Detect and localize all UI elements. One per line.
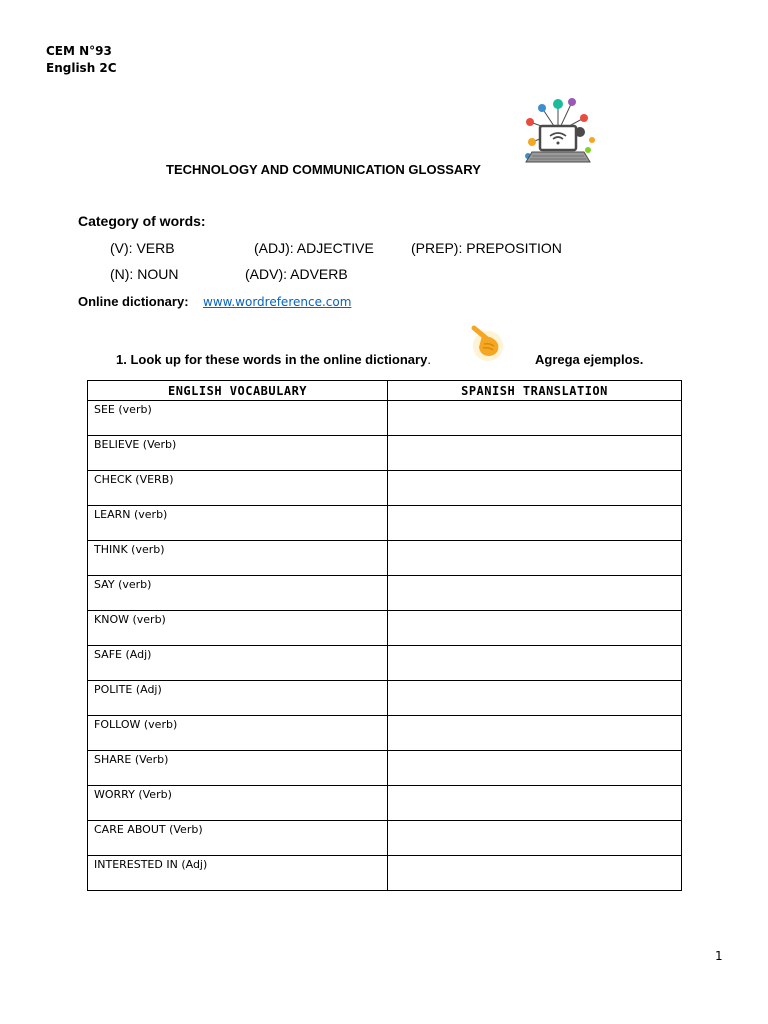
- spanish-translation-cell[interactable]: [388, 611, 682, 646]
- instruction-label: 1. Look up for these words in the online dictionary: [116, 352, 428, 367]
- pointing-hand-icon: [466, 322, 506, 362]
- dictionary-link[interactable]: www.wordreference.com: [203, 295, 352, 309]
- table-row: [88, 506, 682, 541]
- spanish-translation-cell[interactable]: [388, 401, 682, 436]
- instruction-text: [116, 352, 431, 367]
- category-adverb: (ADV): ADVERB: [245, 266, 348, 282]
- spanish-translation-cell[interactable]: [388, 471, 682, 506]
- english-word-cell: KNOW (verb): [88, 611, 388, 646]
- vocabulary-table: [87, 380, 682, 891]
- category-heading: [78, 213, 206, 229]
- examples-note: Agrega ejemplos.: [535, 352, 644, 367]
- spanish-translation-cell[interactable]: [388, 786, 682, 821]
- english-word-cell: SAFE (Adj): [88, 646, 388, 681]
- category-preposition: (PREP): PREPOSITION: [411, 240, 562, 256]
- table-row: [88, 646, 682, 681]
- english-word-cell: THINK (verb): [88, 541, 388, 576]
- spanish-translation-cell[interactable]: [388, 821, 682, 856]
- online-dictionary-colon: :: [184, 294, 189, 309]
- english-word-cell: FOLLOW (verb): [88, 716, 388, 751]
- table-row: [88, 541, 682, 576]
- table-row: [88, 471, 682, 506]
- english-word-cell: POLITE (Adj): [88, 681, 388, 716]
- table-row: [88, 821, 682, 856]
- english-word-cell: SAY (verb): [88, 576, 388, 611]
- spanish-translation-cell[interactable]: [388, 436, 682, 471]
- spanish-translation-cell[interactable]: [388, 506, 682, 541]
- spanish-translation-cell[interactable]: [388, 751, 682, 786]
- table-row: [88, 751, 682, 786]
- table-row: [88, 856, 682, 891]
- english-word-cell: WORRY (Verb): [88, 786, 388, 821]
- category-verb: (V): VERB: [110, 240, 175, 256]
- category-heading-label: Category of words: [78, 213, 201, 229]
- english-word-cell: BELIEVE (Verb): [88, 436, 388, 471]
- table-row: [88, 681, 682, 716]
- table-row: [88, 576, 682, 611]
- table-row: [88, 786, 682, 821]
- spanish-translation-cell[interactable]: [388, 646, 682, 681]
- english-word-cell: INTERESTED IN (Adj): [88, 856, 388, 891]
- page-number: 1: [715, 949, 723, 963]
- school-name: CEM N°93: [46, 44, 112, 58]
- english-word-cell: CARE ABOUT (Verb): [88, 821, 388, 856]
- english-word-cell: SEE (verb): [88, 401, 388, 436]
- table-row: [88, 716, 682, 751]
- english-word-cell: CHECK (VERB): [88, 471, 388, 506]
- table-row: [88, 436, 682, 471]
- english-word-cell: SHARE (Verb): [88, 751, 388, 786]
- online-dictionary-text: Online dictionary: [78, 294, 185, 309]
- english-vocabulary-header: ENGLISH VOCABULARY: [88, 381, 388, 401]
- laptop-network-icon: [518, 94, 598, 176]
- category-heading-colon: :: [200, 213, 206, 229]
- table-row: [88, 401, 682, 436]
- instruction-period: .: [427, 352, 431, 367]
- table-row: [88, 611, 682, 646]
- document-title: TECHNOLOGY AND COMMUNICATION GLOSSARY: [166, 162, 481, 177]
- course-name: English 2C: [46, 61, 117, 75]
- spanish-translation-cell[interactable]: [388, 681, 682, 716]
- english-word-cell: LEARN (verb): [88, 506, 388, 541]
- category-noun: (N): NOUN: [110, 266, 179, 282]
- category-adjective: (ADJ): ADJECTIVE: [254, 240, 374, 256]
- spanish-translation-cell[interactable]: [388, 541, 682, 576]
- spanish-translation-header: SPANISH TRANSLATION: [388, 381, 682, 401]
- spanish-translation-cell[interactable]: [388, 576, 682, 611]
- spanish-translation-cell[interactable]: [388, 856, 682, 891]
- spanish-translation-cell[interactable]: [388, 716, 682, 751]
- online-dictionary-label: [78, 294, 189, 309]
- table-header-row: [88, 381, 682, 401]
